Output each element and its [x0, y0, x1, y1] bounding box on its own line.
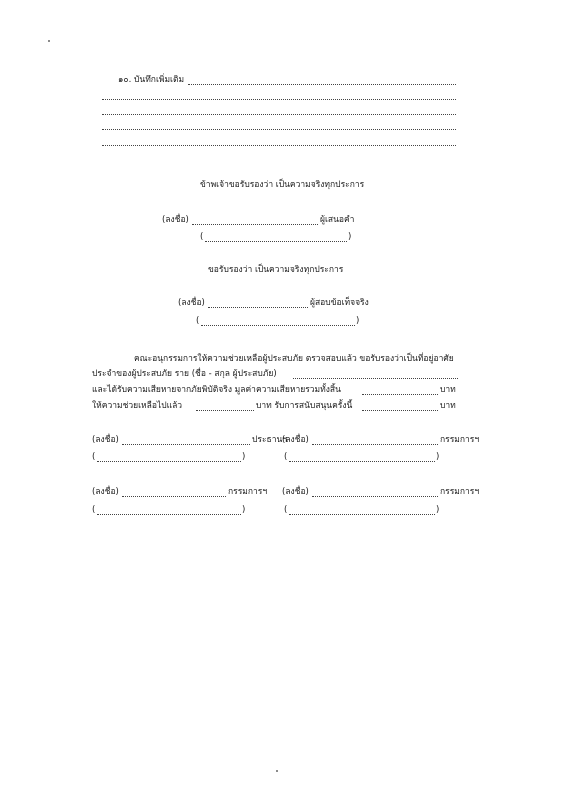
member1-name-line [289, 461, 435, 462]
section10-line-2 [102, 99, 456, 100]
committee-line-4-unit: บาท [440, 401, 456, 411]
verifier-role: ผู้สอบข้อเท็จจริง [310, 298, 369, 308]
verifier-sign-prefix: (ลงชื่อ) [178, 298, 205, 308]
section10-line-1 [188, 84, 456, 85]
verifier-name-line [201, 325, 355, 326]
member2-role: กรรมการฯ [228, 487, 268, 497]
committee-line-4-a: ให้ความช่วยเหลือไปแล้ว [92, 401, 183, 411]
member3-role: กรรมการฯ [440, 487, 480, 497]
committee-damage-line [362, 394, 438, 395]
member3-name-line [289, 514, 435, 515]
verifier-sign-line [208, 307, 308, 308]
verifier-paren-open: ( [196, 316, 200, 326]
section10-line-5 [102, 145, 456, 146]
member2-paren-close: ) [242, 505, 246, 515]
applicant-role: ผู้เสนอคำ [320, 215, 355, 225]
member3-paren-close: ) [436, 505, 440, 515]
member2-name-line [97, 514, 241, 515]
applicant-paren-close: ) [348, 232, 352, 242]
member1-sign-line [312, 444, 438, 445]
chair-paren-close: ) [242, 452, 246, 462]
member3-sign-prefix: (ลงชื่อ) [282, 487, 309, 497]
member3-paren-open: ( [284, 505, 288, 515]
scan-speck [48, 40, 50, 42]
applicant-sign-line [192, 224, 318, 225]
chair-sign-line [122, 444, 250, 445]
applicant-paren-open: ( [200, 232, 204, 242]
section10-line-4 [102, 129, 456, 130]
chair-name-line [97, 461, 241, 462]
applicant-name-line [205, 241, 347, 242]
chair-role: ประธานฯ [252, 435, 288, 445]
committee-line-1: คณะอนุกรรมการให้ความช่วยเหลือผู้ประสบภัย ตรวจสอบแล้ว ขอรับรองว่าเป็นที่อยู่อาศัย [134, 354, 454, 364]
member1-paren-open: ( [284, 452, 288, 462]
committee-name-line [293, 378, 458, 379]
applicant-statement: ข้าพเจ้าขอรับรองว่า เป็นความจริงทุกประการ [200, 180, 365, 190]
committee-aid-line [196, 410, 254, 411]
member2-sign-line [122, 496, 226, 497]
member1-paren-close: ) [436, 452, 440, 462]
chair-sign-prefix: (ลงชื่อ) [92, 435, 119, 445]
verifier-statement: ขอรับรองว่า เป็นความจริงทุกประการ [208, 265, 344, 275]
member2-sign-prefix: (ลงชื่อ) [92, 487, 119, 497]
verifier-paren-close: ) [356, 316, 360, 326]
committee-line-3-unit: บาท [440, 385, 456, 395]
committee-line-4-b: บาท รับการสนับสนุนครั้งนี้ [256, 401, 353, 411]
member1-sign-prefix: (ลงชื่อ) [282, 435, 309, 445]
section10-line-3 [102, 114, 456, 115]
committee-support-line [362, 410, 438, 411]
chair-paren-open: ( [92, 452, 96, 462]
committee-line-3: และได้รับความเสียหายจากภัยพิบัติจริง มูลค่าความเสียหายรวมทั้งสิ้น [92, 385, 341, 395]
member3-sign-line [312, 496, 438, 497]
applicant-sign-prefix: (ลงชื่อ) [162, 215, 189, 225]
section10-label: ๑๐. บันทึกเพิ่มเติม [118, 75, 185, 85]
member1-role: กรรมการฯ [440, 435, 480, 445]
committee-line-2: ประจำของผู้ประสบภัย ราย (ชื่อ - สกุล ผู้ประสบภัย) [92, 369, 277, 379]
scan-speck [276, 770, 278, 772]
member2-paren-open: ( [92, 505, 96, 515]
